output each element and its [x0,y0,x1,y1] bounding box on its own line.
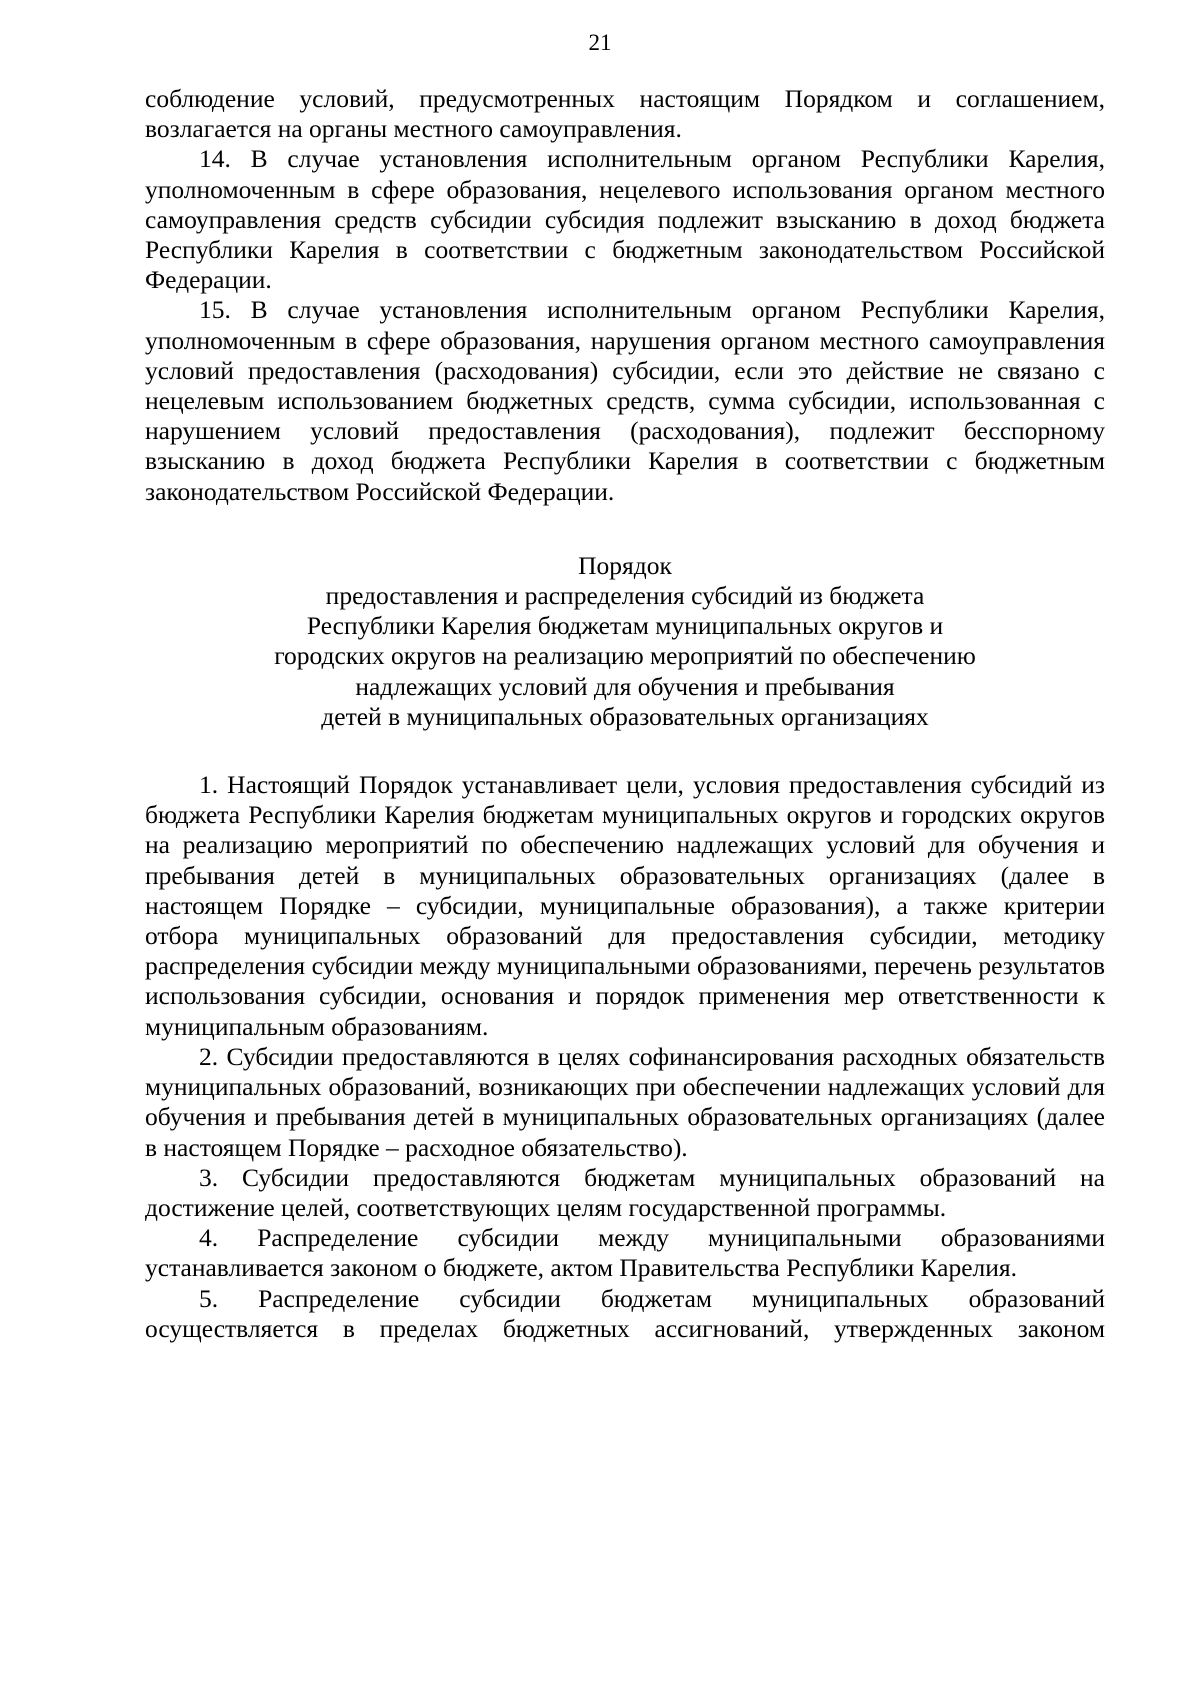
paragraph-2: 2. Субсидии предоставляются в целях софинансирования расходных обязательств муниципальных образований, возникающих при обеспечении надлежащих условий для обучения и пребывания детей в муниципальных образовательных организациях (далее в настоящем Порядке – расходное обязательство). [145,1041,1105,1162]
paragraph-1: 1. Настоящий Порядок устанавливает цели, условия предоставления субсидий из бюджета Республики Карелия бюджетам муниципальных округов и городских округов на реализацию мероприятий по обеспечению надлежащих условий для обучения и пребывания детей в муниципальных образовательных организациях (далее в настоящем Порядке – субсидии, муниципальные образования), а также критерии отбора муниципальных образований для предоставления субсидии, методику распределения субсидии между муниципальными образованиями, перечень результатов использования субсидии, основания и порядок применения мер ответственности к муниципальным образованиям. [145,770,1105,1041]
document-body [145,84,1105,1344]
paragraph-3: 3. Субсидии предоставляются бюджетам муниципальных образований на достижение целей, соответствующих целям государственной программы. [145,1162,1105,1222]
paragraph-4: 4. Распределение субсидии между муниципальными образованиями устанавливается законом о бюджете, актом Правительства Республики Карелия. [145,1223,1105,1283]
heading-line-1: предоставления и распределения субсидий из бюджета [325,581,925,611]
heading-line-2: Республики Карелия бюджетам муниципальных округов и [306,611,944,641]
section-heading [145,551,1105,732]
paragraph-continuation: соблюдение условий, предусмотренных настоящим Порядком и соглашением, возлагается на органы местного самоуправления. [145,84,1105,144]
heading-line-5: детей в муниципальных образовательных организациях [321,701,929,731]
heading-line-3: городских округов на реализацию мероприятий по обеспечению [274,641,976,671]
procedure-section [145,770,1105,1344]
paragraph-5: 5. Распределение субсидии бюджетам муниципальных образований осуществляется в пределах бюджетных ассигнований, утвержденных законом [145,1283,1105,1343]
page-number: 21 [588,30,612,55]
heading-line-4: надлежащих условий для обучения и пребывания [355,671,895,701]
paragraph-14: 14. В случае установления исполнительным органом Республики Карелия, уполномоченным в сфере образования, нецелевого использования органом местного самоуправления средств субсидии субсидия подлежит взысканию в доход бюджета Республики Карелия в соответствии с бюджетным законодательством Российской Федерации. [145,144,1105,295]
paragraph-15: 15. В случае установления исполнительным органом Республики Карелия, уполномоченным в сфере образования, нарушения органом местного самоуправления условий предоставления (расходования) субсидии, если это действие не связано с нецелевым использованием бюджетных средств, сумма субсидии, использованная с нарушением условий предоставления (расходования), подлежит бесспорному взысканию в доход бюджета Республики Карелия в соответствии с бюджетным законодательством Российской Федерации. [145,295,1105,506]
heading-title: Порядок [578,550,672,580]
